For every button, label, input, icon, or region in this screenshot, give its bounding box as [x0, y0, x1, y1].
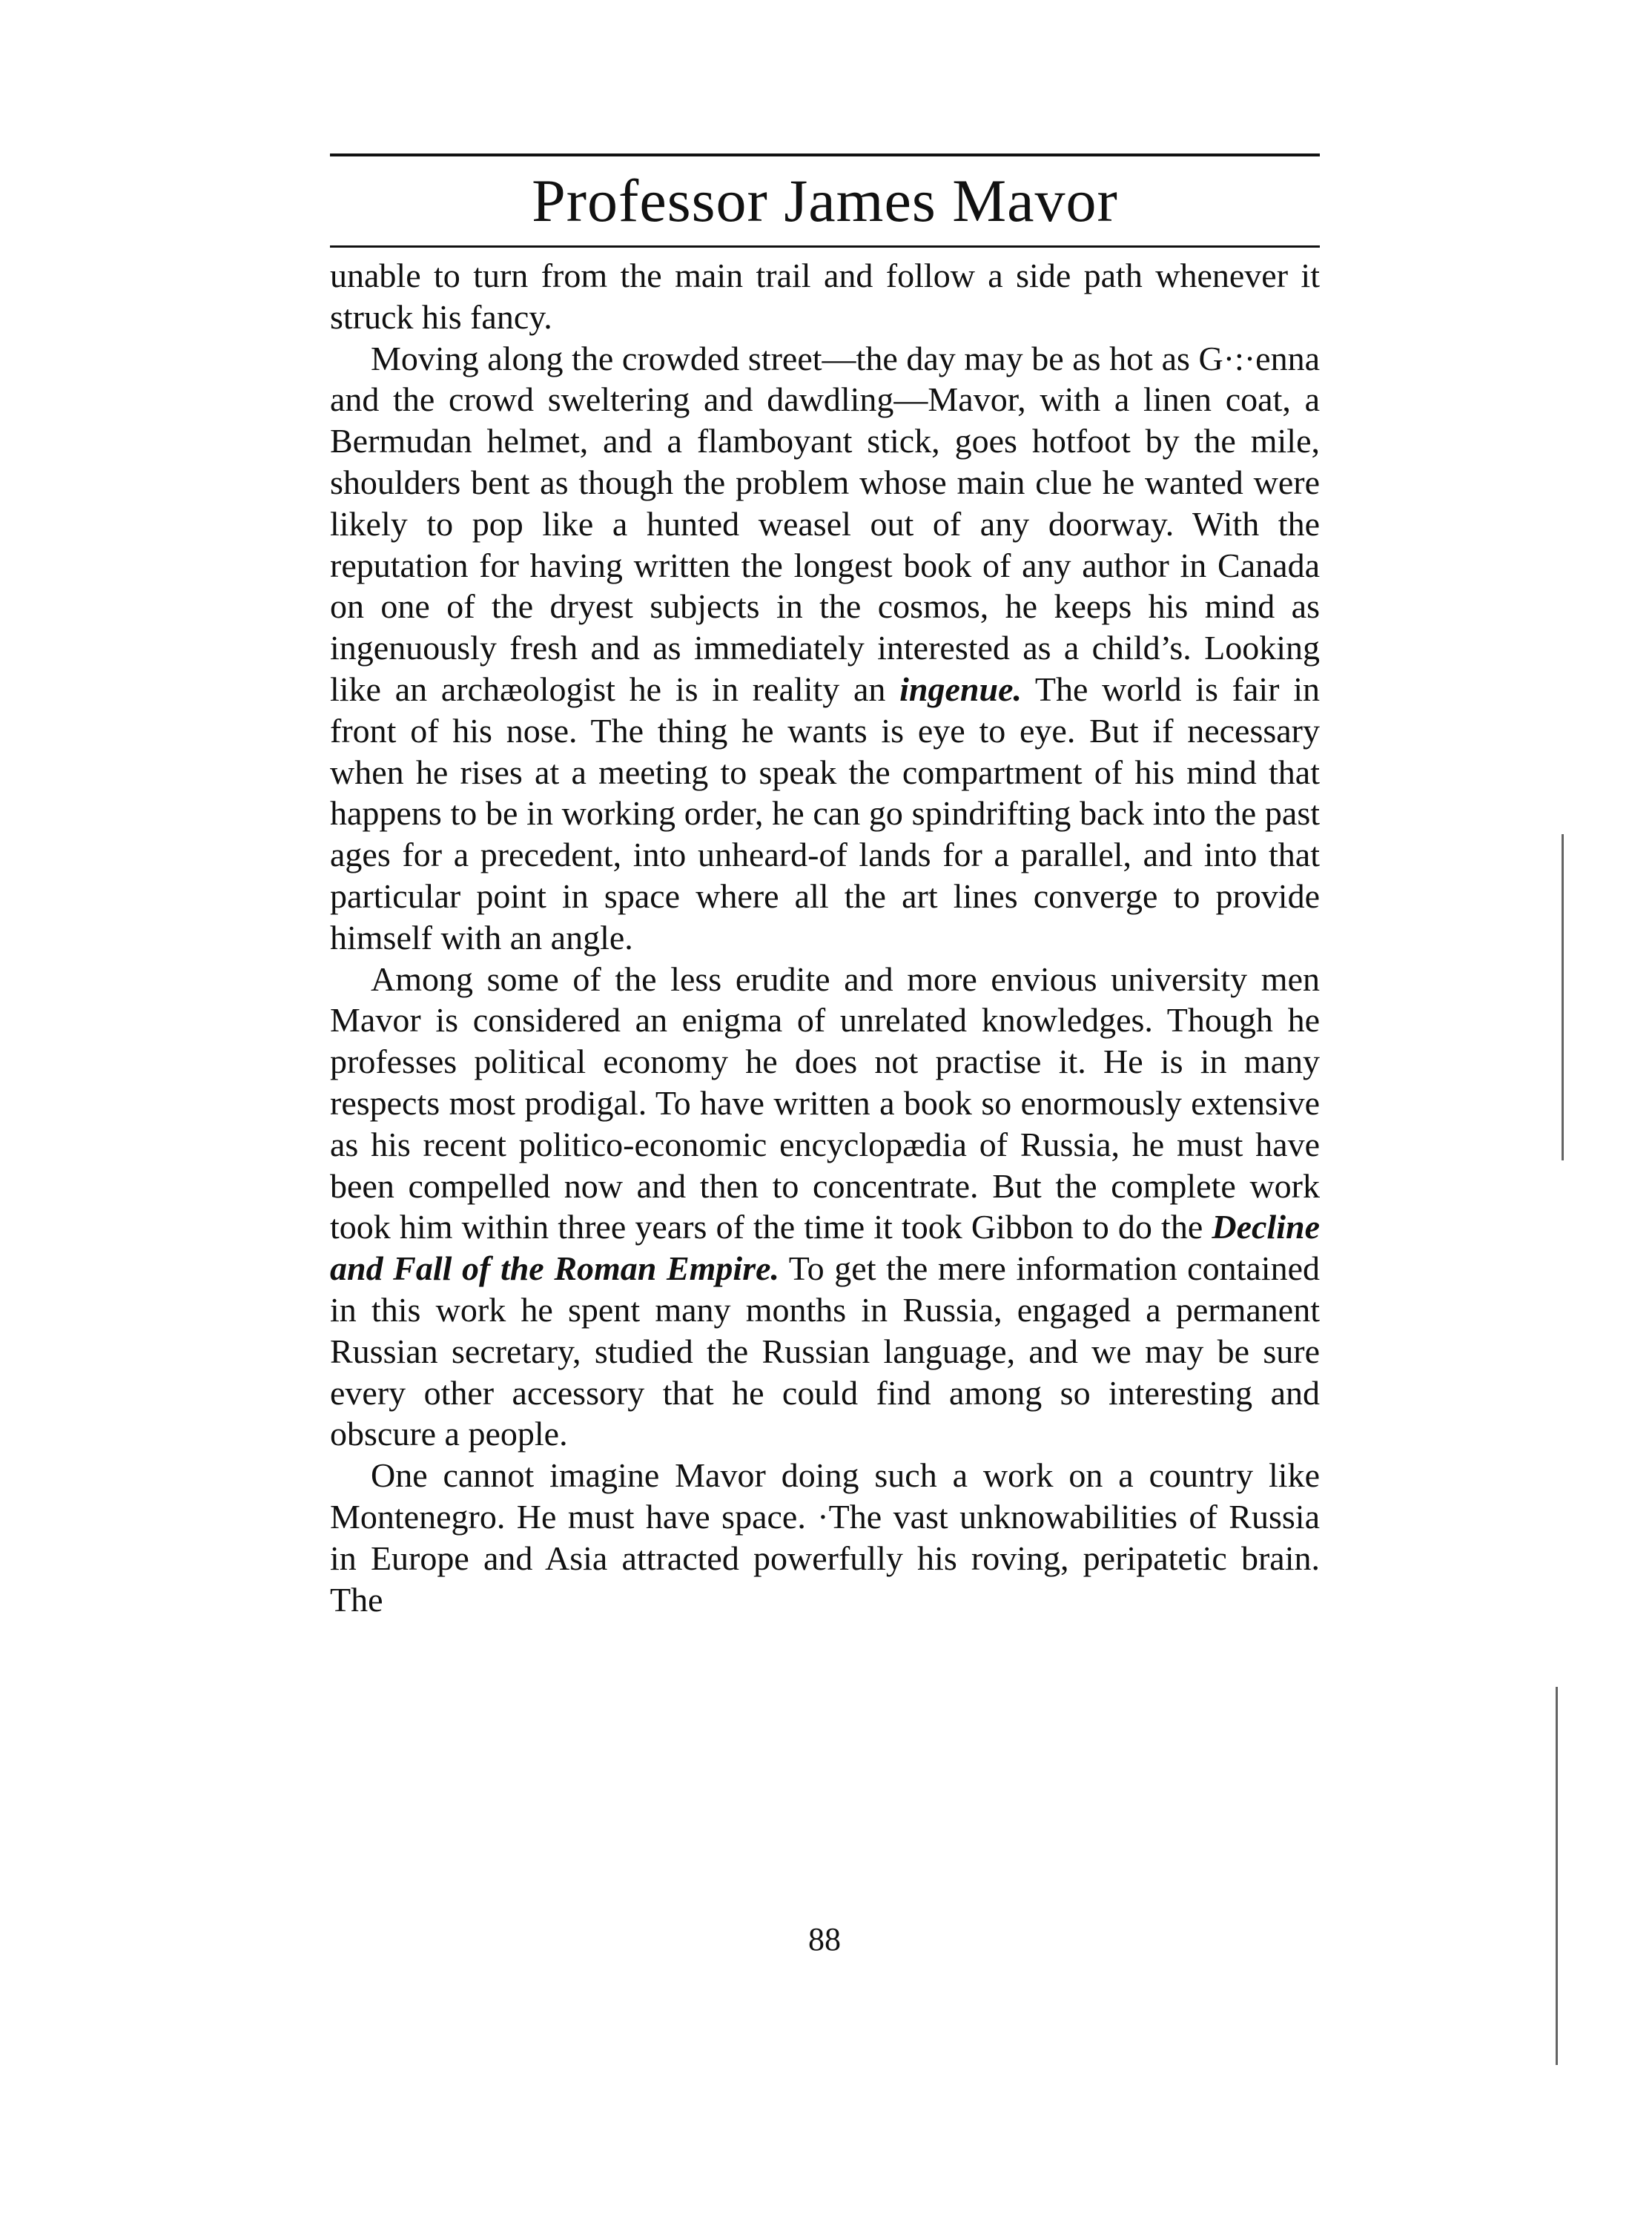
page-number: 88: [808, 1921, 841, 1957]
header-rule-bottom: [330, 245, 1320, 248]
scan-artifact-mark: [1556, 1687, 1558, 2065]
italic-text-segment: Decline and Fall of the Roman Empire.: [330, 1208, 1320, 1288]
text-segment: The world is fair in front of his nose. The thing he wants is eye to eye. But if necessary when he rises at a meeting to speak the compartment of his mind that happens to be in working order, he can go spindrifting back into the past ages for a precedent, into unheard-of lands for a parallel, and into that particular point in space where all the art lines converge to provide himself with an angle.: [330, 670, 1320, 956]
body-paragraph: [330, 338, 1320, 959]
page: [330, 153, 1320, 1620]
running-header-title: Professor James Mavor: [532, 167, 1118, 234]
text-segment: To get the mere information contained in this work he spent many months in Russia, engaged a permanent Russian secretary, studied the Russian language, and we may be sure every other accessory that he could find among so interesting and obscure a people.: [330, 1249, 1320, 1453]
italic-text-segment: ingenue.: [899, 670, 1022, 708]
text-segment: One cannot imagine Mavor doing such a work on a country like Montenegro. He must have space. ·The vast unknowabilities of Russia in Europe and Asia attracted powerfully his roving, peripatetic brain. The: [330, 1456, 1320, 1619]
body-text: [330, 255, 1320, 1620]
text-segment: Among some of the less erudite and more envious university men Mavor is considered an enigma of unrelated knowledges. Though he professes political economy he does not practise it. He is in many respects most prodigal. To have written a book so enormously extensive as his recent politico-economic encyclopædia of Russia, he must have been compelled now and then to concentrate. But the complete work took him within three years of the time it took Gibbon to do the: [330, 959, 1320, 1246]
text-segment: Moving along the crowded street—the day may be as hot as G·:·enna and the crowd sweltering and dawdling—Mavor, with a linen coat, a Bermudan helmet, and a flamboyant stick, goes hotfoot by the mile, shoulders bent as though the problem whose main clue he wanted were likely to pop like a hunted weasel out of any doorway. With the reputation for having written the longest book of any author in Canada on one of the dryest subjects in the cosmos, he keeps his mind as ingenuously fresh and as immediately interested as a child’s. Looking like an archæologist he is in reality an: [330, 339, 1320, 708]
body-paragraph: [330, 959, 1320, 1456]
body-paragraph: [330, 1455, 1320, 1620]
scan-artifact-mark: [1562, 834, 1564, 1160]
text-segment: unable to turn from the main trail and follow a side path whenever it struck his fancy.: [330, 257, 1320, 336]
body-paragraph: [330, 255, 1320, 338]
